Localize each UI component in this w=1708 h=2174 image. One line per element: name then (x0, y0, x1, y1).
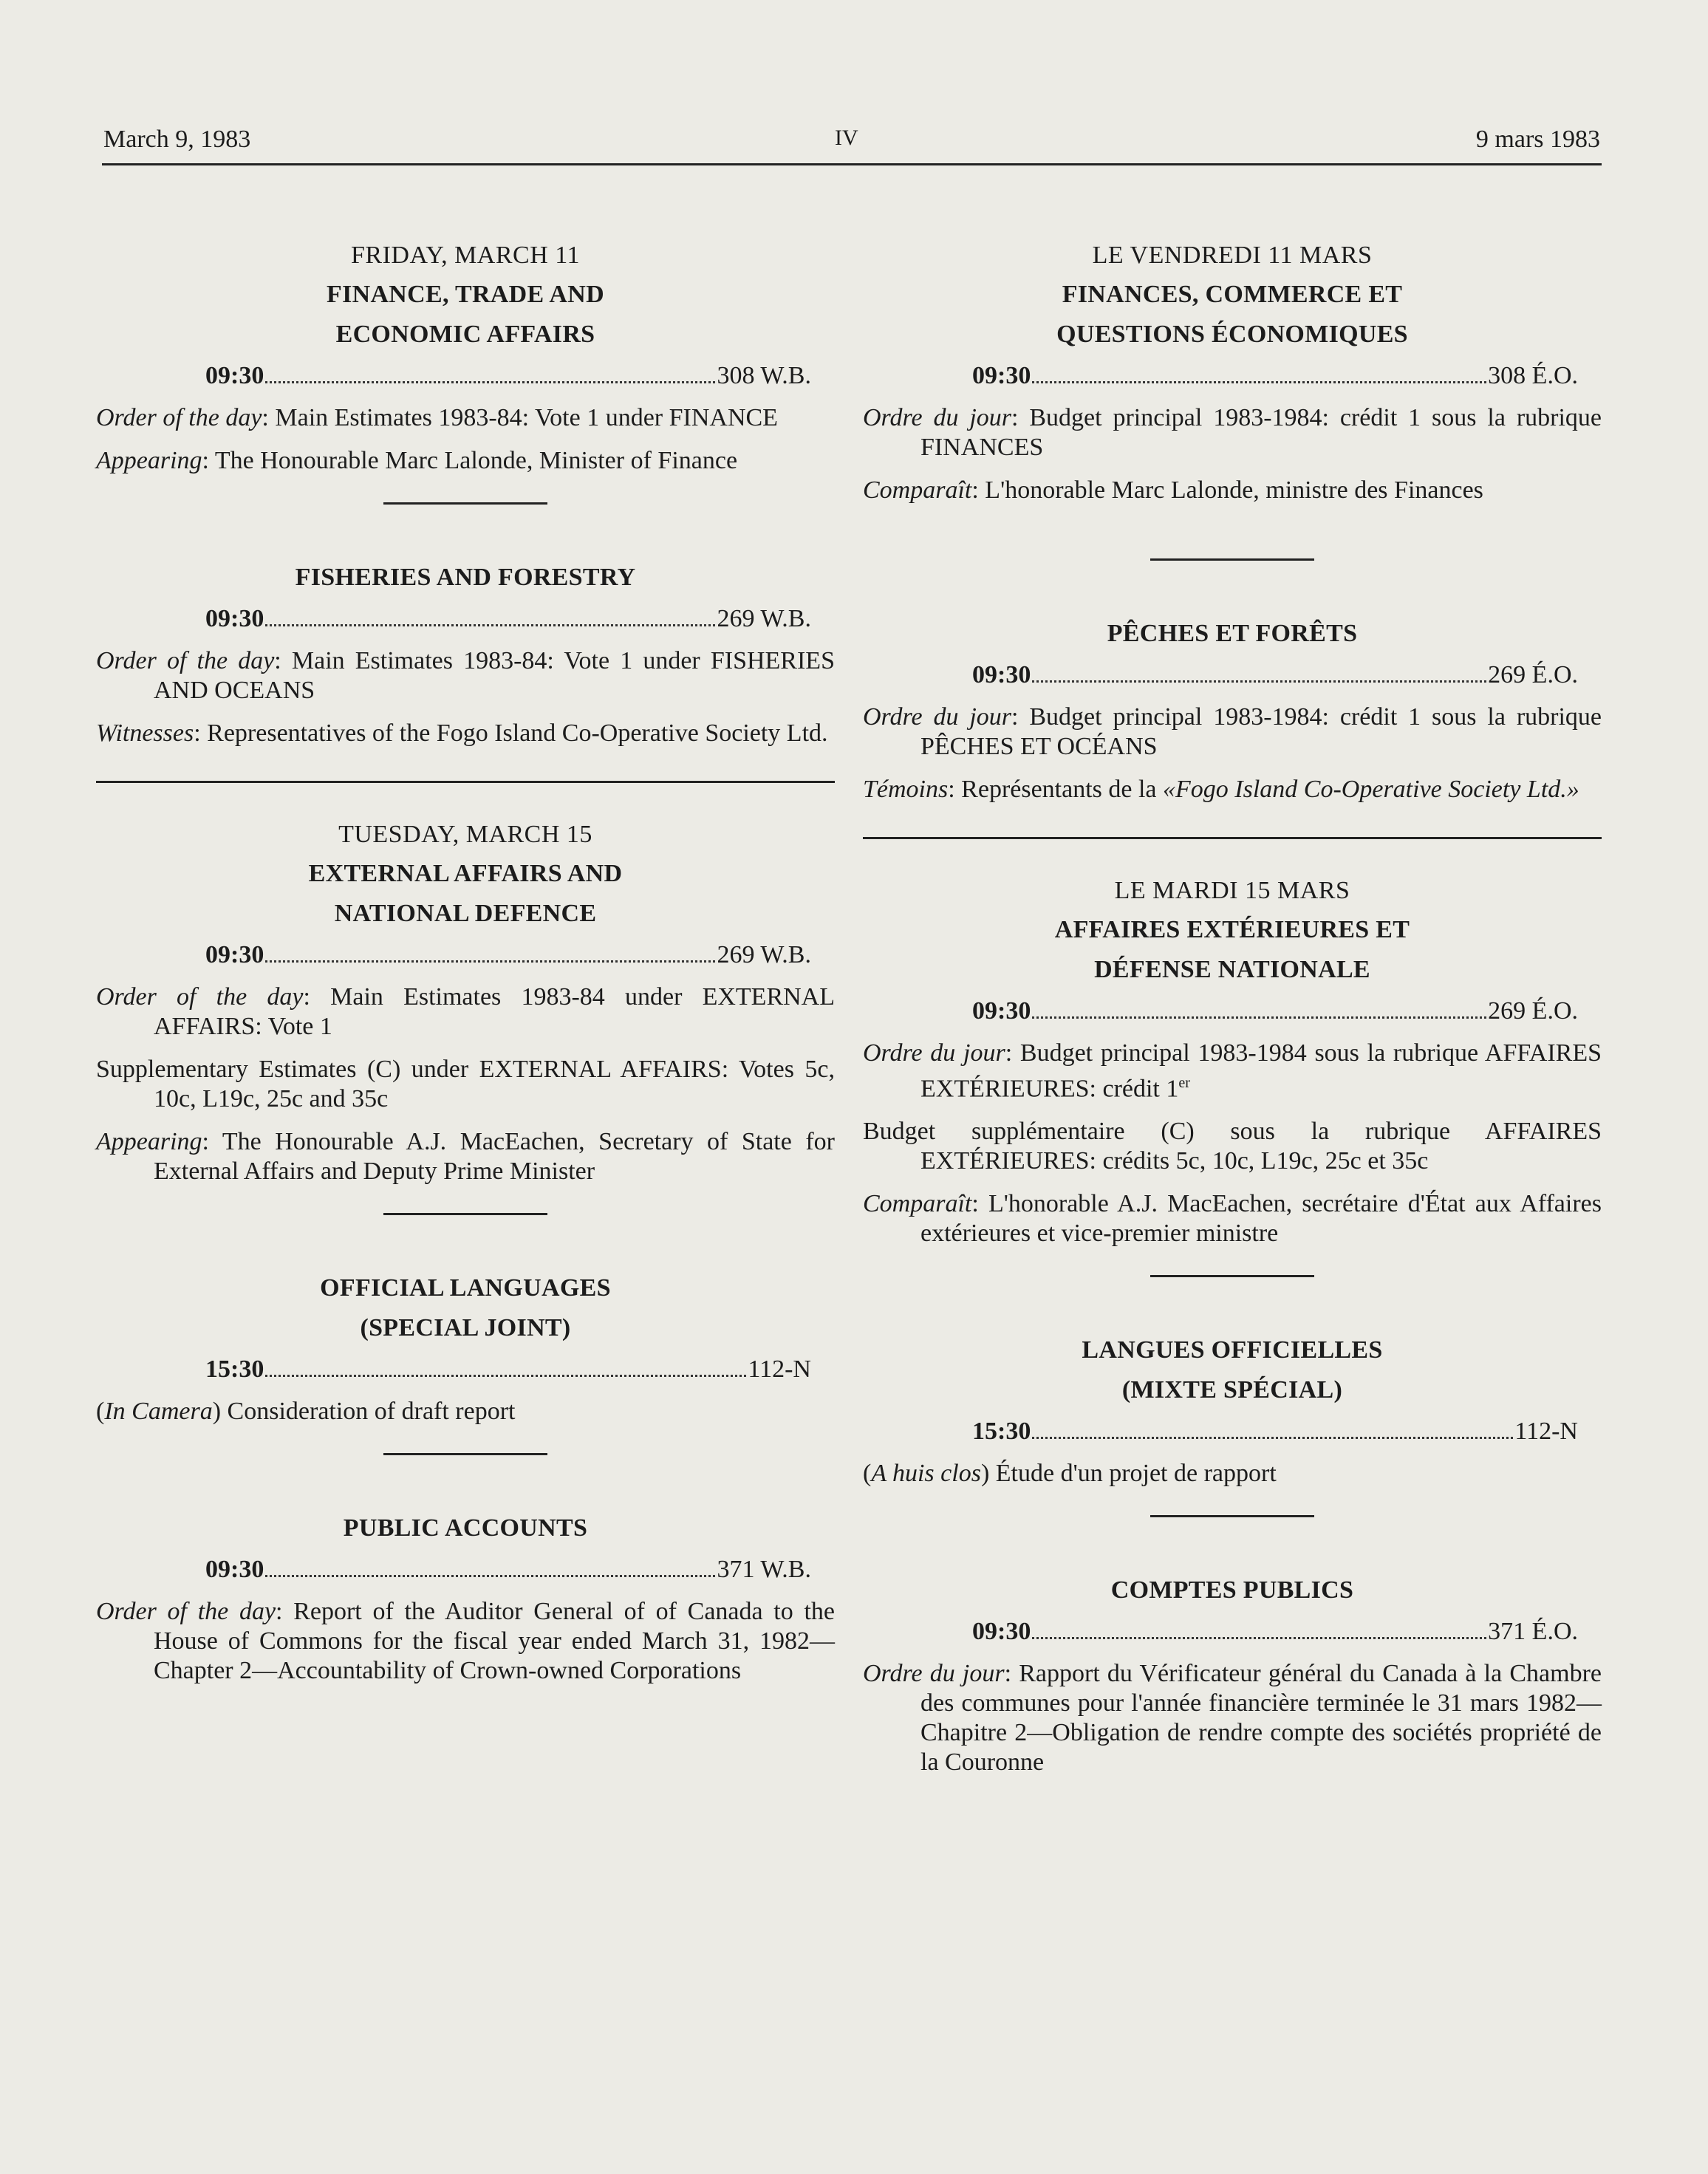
committee-title: FINANCE, TRADE AND (327, 281, 604, 308)
appearing (96, 1127, 835, 1186)
committee-title: FISHERIES AND FORESTRY (295, 564, 636, 591)
english-column (96, 236, 835, 1699)
meeting-room: 269 W.B. (717, 941, 811, 968)
day-heading-friday: FRIDAY, MARCH 11 (351, 242, 580, 269)
order-text: : Rapport du Vérificateur général du Canada à la Chambre des communes pour l'année financière terminée le 31 mars 1982—Chapitre 2—Obligation de rendre compte des sociétés propriété de la Couronne (920, 1660, 1602, 1777)
committee-title-line2: (SPECIAL JOINT) (360, 1314, 571, 1341)
dot-leader (1032, 1437, 1513, 1439)
committee-title-line2: ECONOMIC AFFAIRS (335, 321, 595, 348)
committee-title-line2: (MIXTE SPÉCIAL) (1121, 1376, 1343, 1404)
meeting-time-room (972, 654, 1578, 697)
appearing (863, 476, 1602, 505)
note-label: In Camera (104, 1398, 213, 1425)
meeting-room: 371 W.B. (717, 1556, 811, 1583)
appearing-label: Appearing (96, 447, 202, 474)
meeting-time: 09:30 (205, 605, 264, 632)
witnesses (863, 775, 1602, 804)
meeting-room: 308 W.B. (717, 362, 811, 389)
order-of-the-day (863, 703, 1602, 762)
meeting-time: 09:30 (205, 941, 264, 968)
dot-leader (1032, 381, 1486, 383)
meeting-time-room (205, 1548, 811, 1591)
committee-title-line2: NATIONAL DEFENCE (334, 900, 597, 927)
committee-title-line2: DÉFENSE NATIONALE (1094, 956, 1370, 983)
committee-public-accounts (96, 1508, 835, 1686)
dot-leader (265, 960, 715, 963)
meeting-time: 09:30 (972, 661, 1031, 688)
committee-title: OFFICIAL LANGUAGES (320, 1274, 611, 1302)
order-text: : Budget principal 1983-1984: crédit 1 sous la rubrique FINANCES (920, 404, 1602, 461)
meeting-room: 269 É.O. (1488, 997, 1578, 1025)
dot-leader (265, 624, 715, 626)
meeting-time-room (972, 355, 1578, 397)
committee-finances (863, 275, 1602, 505)
order-of-the-day (96, 1597, 835, 1686)
witnesses-text: : Representatives of the Fogo Island Co-Operative Society Ltd. (194, 719, 828, 747)
order-text: : Budget principal 1983-1984: crédit 1 sous la rubrique PÊCHES ET OCÉANS (920, 703, 1602, 760)
appearing (863, 1189, 1602, 1248)
order-text: : Budget principal 1983-1984 sous la rubrique AFFAIRES EXTÉRIEURES: crédit 1 (920, 1039, 1602, 1103)
committee-title: COMPTES PUBLICS (1110, 1576, 1354, 1604)
meeting-time-room (205, 934, 811, 977)
order-of-the-day (96, 403, 835, 433)
appearing-label: Comparaît (863, 1190, 972, 1218)
meeting-note: (In Camera) Consideration of draft report (96, 1398, 516, 1425)
order-text: : Main Estimates 1983-84 under EXTERNAL AFFAIRS: Vote 1 (154, 983, 836, 1040)
supplementary-estimates: Supplementary Estimates (C) under EXTERNAL AFFAIRS: Votes 5c, 10c, L19c, 25c and 35c (96, 1056, 835, 1112)
witnesses (96, 719, 835, 748)
section-divider (383, 1213, 547, 1215)
french-column (863, 236, 1602, 1791)
note-text: Étude d'un projet de rapport (995, 1460, 1277, 1488)
day-heading-tuesday: TUESDAY, MARCH 15 (338, 821, 592, 848)
meeting-time-room (205, 598, 811, 640)
meeting-time: 09:30 (205, 1556, 264, 1583)
section-divider (383, 1453, 547, 1455)
committee-affaires-exterieures (863, 910, 1602, 1248)
committee-title: AFFAIRES EXTÉRIEURES ET (1054, 916, 1410, 943)
appearing-text: : The Honourable A.J. MacEachen, Secretary of State for External Affairs and Deputy Prime Minister (154, 1128, 835, 1185)
appearing (96, 446, 835, 476)
page-number: IV (835, 126, 858, 150)
order-label: Order of the day (96, 983, 304, 1011)
appearing-text: : L'honorable Marc Lalonde, ministre des Finances (971, 476, 1483, 504)
order-label: Order of the day (96, 1598, 276, 1625)
meeting-room: 112-N (748, 1356, 811, 1383)
committee-title: FINANCES, COMMERCE ET (1062, 281, 1403, 308)
witnesses-org: «Fogo Island Co-Operative Society Ltd.» (1163, 776, 1579, 803)
order-of-the-day (863, 403, 1602, 462)
witnesses-label: Témoins (863, 776, 949, 803)
superscript: er (1178, 1075, 1190, 1091)
meeting-time-room (205, 355, 811, 397)
meeting-time-room (205, 1348, 811, 1391)
dot-leader (265, 1375, 746, 1377)
order-of-the-day (96, 982, 835, 1042)
section-divider (1150, 1275, 1314, 1277)
section-divider (1150, 1515, 1314, 1517)
appearing-text: : The Honourable Marc Lalonde, Minister of Finance (202, 447, 738, 474)
meeting-time: 15:30 (972, 1418, 1031, 1446)
dot-leader (1032, 1637, 1486, 1639)
section-divider (383, 502, 547, 505)
section-divider (1150, 558, 1314, 561)
order-of-the-day (863, 1659, 1602, 1777)
committee-langues-officielles (863, 1330, 1602, 1488)
order-label: Ordre du jour (863, 1039, 1005, 1067)
header-date-french: 9 mars 1983 (1475, 126, 1600, 153)
order-text: : Report of the Auditor General of of Canada to the House of Commons for the fiscal year ended March 31, 1982—Chapter 2—Accountability of Crown-owned Corporations (154, 1598, 835, 1684)
committee-external-affairs (96, 854, 835, 1186)
committee-title: PUBLIC ACCOUNTS (343, 1514, 588, 1542)
meeting-time-room (972, 1610, 1578, 1653)
committee-official-languages (96, 1268, 835, 1426)
committee-title: EXTERNAL AFFAIRS AND (308, 860, 623, 887)
appearing-text: : L'honorable A.J. MacEachen, secrétaire d'État aux Affaires extérieures et vice-premier ministre (920, 1190, 1602, 1248)
meeting-time: 09:30 (972, 1618, 1031, 1646)
committee-peches (863, 614, 1602, 804)
dot-leader (1032, 680, 1486, 683)
header-rule (102, 163, 1602, 165)
supplementary-estimates: Budget supplémentaire (C) sous la rubrique AFFAIRES EXTÉRIEURES: crédits 5c, 10c, L19c, 25c et 35c (863, 1118, 1602, 1175)
day-heading-vendredi: LE VENDREDI 11 MARS (1092, 242, 1373, 269)
dot-leader (265, 381, 715, 383)
meeting-room: 112-N (1514, 1418, 1578, 1446)
order-text: : Main Estimates 1983-84: Vote 1 under FINANCE (262, 404, 778, 431)
witnesses-text: : Représentants de la (948, 776, 1164, 803)
committee-comptes-publics (863, 1570, 1602, 1777)
meeting-room: 308 É.O. (1488, 362, 1578, 389)
order-of-the-day (863, 1039, 1602, 1104)
order-of-the-day (96, 646, 835, 705)
day-divider (863, 837, 1602, 839)
witnesses-label: Witnesses (96, 719, 194, 747)
committee-fisheries (96, 558, 835, 748)
meeting-note: (A huis clos) Étude d'un projet de rapport (863, 1460, 1277, 1488)
meeting-time: 09:30 (972, 362, 1031, 389)
order-label: Ordre du jour (863, 1660, 1005, 1688)
meeting-time-room (972, 990, 1578, 1033)
header-date-english: March 9, 1983 (103, 126, 251, 153)
day-heading-mardi: LE MARDI 15 MARS (1114, 877, 1350, 904)
meeting-time-room (972, 1410, 1578, 1453)
meeting-time: 15:30 (205, 1356, 264, 1383)
order-label: Ordre du jour (863, 703, 1012, 731)
order-text: : Main Estimates 1983-84: Vote 1 under FISHERIES AND OCEANS (154, 647, 835, 704)
dot-leader (265, 1575, 715, 1577)
committee-title: LANGUES OFFICIELLES (1082, 1336, 1383, 1364)
order-label: Order of the day (96, 647, 275, 674)
order-label: Order of the day (96, 404, 262, 431)
appearing-label: Comparaît (863, 476, 972, 504)
meeting-time: 09:30 (205, 362, 264, 389)
dot-leader (1032, 1016, 1486, 1019)
meeting-room: 371 É.O. (1488, 1618, 1578, 1646)
meeting-room: 269 É.O. (1488, 661, 1578, 688)
day-divider (96, 781, 835, 783)
committee-title: PÊCHES ET FORÊTS (1107, 620, 1358, 647)
appearing-label: Appearing (96, 1128, 202, 1155)
meeting-time: 09:30 (972, 997, 1031, 1025)
note-label: A huis clos (871, 1460, 981, 1488)
committee-title-line2: QUESTIONS ÉCONOMIQUES (1056, 321, 1408, 348)
note-text: Consideration of draft report (227, 1398, 516, 1425)
committee-finance (96, 275, 835, 476)
meeting-room: 269 W.B. (717, 605, 811, 632)
order-label: Ordre du jour (863, 404, 1012, 431)
